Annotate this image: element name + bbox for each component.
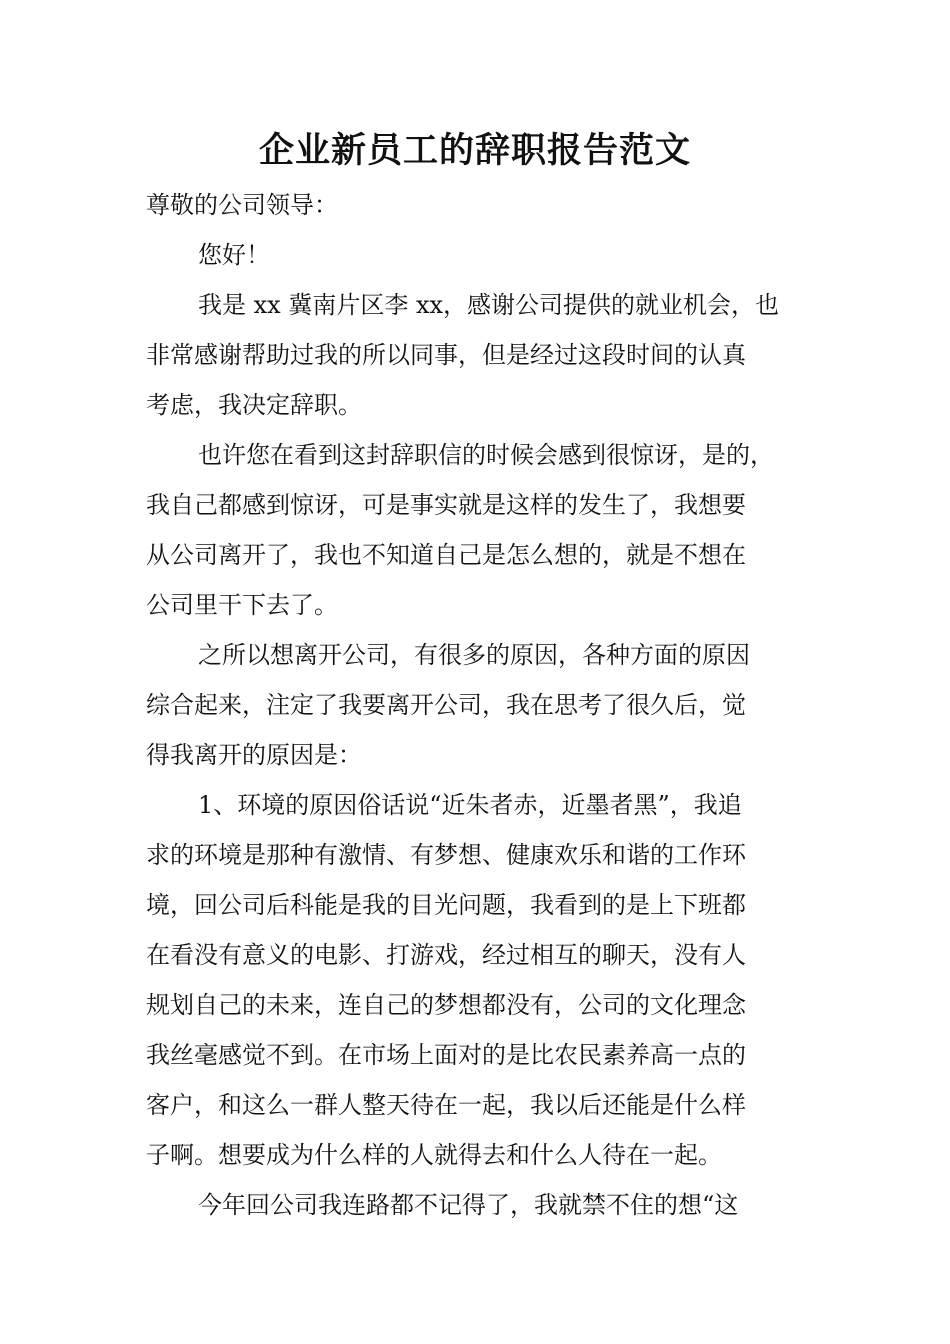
- text-line: 尊敬的公司领导：: [146, 191, 338, 219]
- text-line: 我是 xx 冀南片区李 xx，感谢公司提供的就业机会，也: [198, 291, 780, 319]
- text-line: 我自己都感到惊讶，可是事实就是这样的发生了，我想要: [146, 491, 746, 519]
- text-line: 之所以想离开公司，有很多的原因，各种方面的原因: [198, 641, 750, 669]
- text-line: 非常感谢帮助过我的所以同事，但是经过这段时间的认真: [146, 341, 746, 369]
- text-line: 公司里干下去了。: [146, 591, 338, 619]
- text-line: 综合起来，注定了我要离开公司，我在思考了很久后，觉: [146, 691, 746, 719]
- text-line: 规划自己的未来，连自己的梦想都没有，公司的文化理念: [146, 991, 746, 1019]
- text-line: 境，回公司后科能是我的目光问题，我看到的是上下班都: [146, 891, 746, 919]
- text-line: 从公司离开了，我也不知道自己是怎么想的，就是不想在: [146, 541, 746, 569]
- text-line: 我丝毫感觉不到。在市场上面对的是比农民素养高一点的: [146, 1041, 746, 1069]
- text-line: 客户，和这么一群人整天待在一起，我以后还能是什么样: [146, 1091, 746, 1119]
- text-line: 求的环境是那种有激情、有梦想、健康欢乐和谐的工作环: [146, 841, 746, 869]
- document-title: 企业新员工的辞职报告范文: [258, 131, 691, 171]
- document-body: [146, 180, 826, 1230]
- text-line: 今年回公司我连路都不记得了，我就禁不住的想“这: [198, 1191, 739, 1219]
- text-line: 也许您在看到这封辞职信的时候会感到很惊讶，是的，: [198, 441, 774, 469]
- text-line: 子啊。想要成为什么样的人就得去和什么人待在一起。: [146, 1141, 722, 1169]
- text-line: 考虑，我决定辞职。: [146, 391, 362, 419]
- text-line: 在看没有意义的电影、打游戏，经过相互的聊天，没有人: [146, 941, 746, 969]
- text-line: 得我离开的原因是：: [146, 741, 362, 769]
- text-line: 1、环境的原因俗话说“近朱者赤，近墨者黑”，我追: [198, 791, 742, 819]
- text-line: 您好！: [198, 241, 270, 269]
